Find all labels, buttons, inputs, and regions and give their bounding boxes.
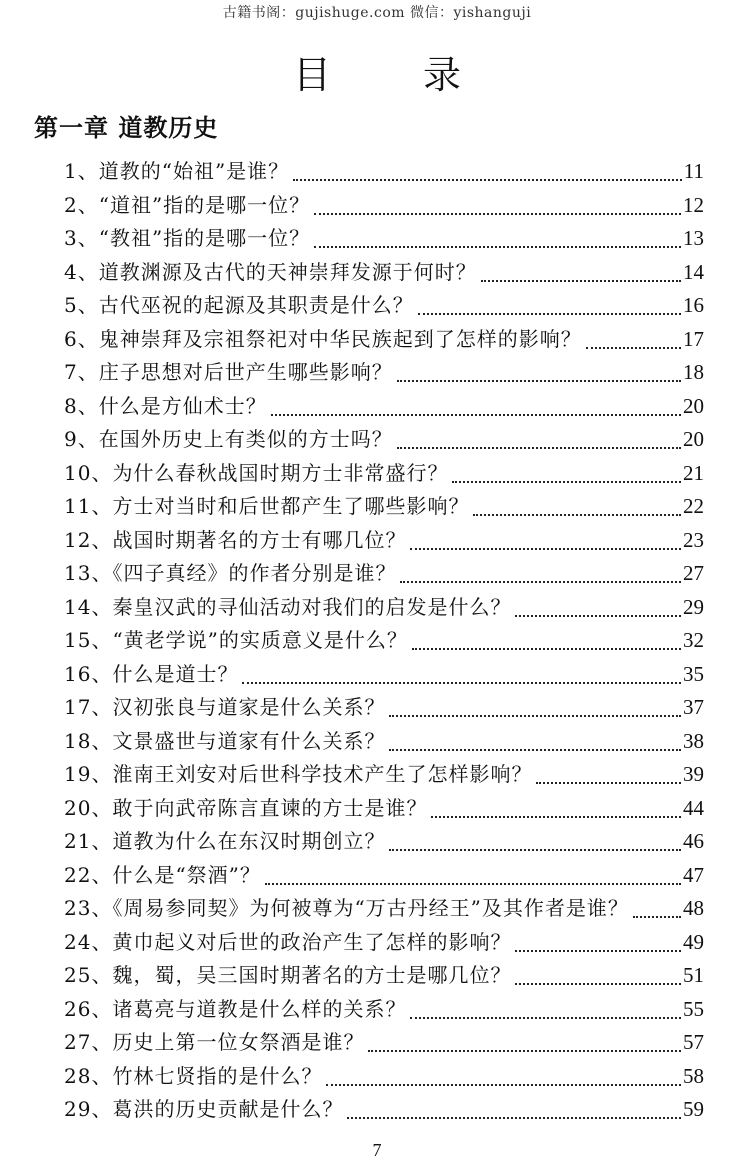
toc-entry[interactable] [64,859,704,893]
toc-entry-page: 16 [683,293,704,317]
toc-entry-page: 18 [683,360,704,384]
toc-entry-title: 24、黄巾起义对后世的政治产生了怎样的影响？ [64,929,512,954]
dot-leader [293,178,682,181]
toc-entry-title: 3、“教祖”指的是哪一位？ [64,226,311,250]
watermark-header: 古籍书阁：gujishuge.com 微信：yishanguji [222,5,532,21]
dot-leader [389,848,681,851]
toc-entry[interactable] [64,825,704,859]
toc-entry[interactable] [64,289,704,323]
toc-entry[interactable] [64,423,704,457]
dot-leader [326,1083,681,1086]
dot-leader [515,982,681,985]
toc-entry-title: 9、在国外历史上有类似的方士吗？ [64,427,393,451]
toc-entry[interactable] [64,390,704,424]
toc-entry-page: 35 [683,661,704,686]
toc-entry-title: 20、敢于向武帝陈言直谏的方士是谁？ [64,795,428,820]
toc-entry[interactable] [64,959,704,993]
toc-entry-title: 26、诸葛亮与道教是什么样的关系？ [64,996,407,1021]
dot-leader [473,513,681,516]
dot-leader [242,681,681,684]
toc-entry[interactable] [64,1093,704,1127]
toc-entry[interactable] [64,691,704,725]
dot-leader [314,212,681,215]
toc-entry-page: 21 [683,460,704,485]
toc-entry-title: 16、什么是道士？ [64,661,239,686]
toc-entry-page: 29 [683,594,704,619]
toc-entry[interactable] [64,524,704,558]
toc-entry-page: 11 [683,159,704,183]
toc-entry-page: 12 [683,192,704,217]
dot-leader [515,614,681,617]
toc-entry-title: 19、淮南王刘安对后世科学技术产生了怎样影响？ [64,762,533,786]
toc-entry-page: 27 [683,561,704,585]
toc-entry-title: 15、“黄老学说”的实质意义是什么？ [64,628,408,652]
toc-entry-title: 10、为什么春秋战国时期方士非常盛行？ [64,460,449,485]
toc-entry-page: 46 [683,829,704,853]
toc-entry-page: 38 [683,728,704,753]
toc-entry-title: 2、“道祖”指的是哪一位？ [64,192,311,217]
toc-entry-title: 23、《周易参同契》为何被尊为“万古丹经王”及其作者是谁？ [64,896,629,920]
dot-leader [410,547,681,550]
dot-leader [368,1049,681,1052]
toc-entry-page: 14 [683,259,704,284]
toc-entry-title: 17、汉初张良与道家是什么关系？ [64,695,386,719]
toc-entry-page: 17 [683,326,704,351]
toc-entry-page: 51 [683,963,704,987]
toc-entry[interactable] [64,758,704,792]
toc-entry-title: 8、什么是方仙术士？ [64,393,267,418]
toc-entry[interactable] [64,1060,704,1094]
toc-entry-title: 7、庄子思想对后世产生哪些影响？ [64,360,393,384]
toc-entry-title: 25、魏，蜀，吴三国时期著名的方士是哪几位？ [64,963,512,987]
dot-leader [633,915,681,918]
toc-entry-page: 20 [683,393,704,418]
toc-entry[interactable] [64,457,704,491]
toc-entry-title: 18、文景盛世与道家有什么关系？ [64,728,386,753]
toc-entry-title: 22、什么是“祭酒”？ [64,862,261,887]
chapter-heading: 第一章 道教历史 [34,114,219,142]
toc-entry[interactable] [64,591,704,625]
toc-entry-title: 6、鬼神崇拜及宗祖祭祀对中华民族起到了怎样的影响？ [64,326,582,351]
toc-entry[interactable] [64,993,704,1027]
toc-entry-page: 13 [683,226,704,250]
toc-entry[interactable] [64,323,704,357]
toc-entry-title: 29、葛洪的历史贡献是什么？ [64,1097,344,1121]
dot-leader [586,346,681,349]
toc-entry-title: 11、方士对当时和后世都产生了哪些影响？ [64,494,470,518]
toc-entry-page: 44 [683,795,704,820]
dot-leader [397,446,681,449]
dot-leader [515,949,681,952]
dot-leader [314,245,681,248]
toc-entry-title: 12、战国时期著名的方士有哪几位？ [64,527,407,552]
toc-entry-title: 5、古代巫祝的起源及其职责是什么？ [64,293,414,317]
dot-leader [347,1116,681,1119]
toc-list [64,155,704,1127]
toc-entry[interactable] [64,490,704,524]
dot-leader [397,379,681,382]
toc-entry-page: 47 [683,862,704,887]
toc-entry[interactable] [64,356,704,390]
dot-leader [412,647,681,650]
dot-leader [536,781,681,784]
dot-leader [410,1016,681,1019]
toc-entry-title: 1、道教的“始祖”是谁？ [64,159,290,183]
toc-entry-page: 48 [683,896,704,920]
toc-entry[interactable] [64,155,704,189]
toc-entry-page: 55 [683,996,704,1021]
dot-leader [389,748,681,751]
toc-entry[interactable] [64,658,704,692]
toc-entry-page: 39 [683,762,704,786]
toc-entry[interactable] [64,926,704,960]
toc-entry-page: 58 [683,1063,704,1088]
dot-leader [481,279,681,282]
toc-entry-page: 57 [683,1030,704,1054]
toc-entry-page: 49 [683,929,704,954]
toc-entry[interactable] [64,189,704,223]
toc-entry-title: 27、历史上第一位女祭酒是谁？ [64,1030,365,1054]
toc-entry[interactable] [64,256,704,290]
toc-entry[interactable] [64,792,704,826]
dot-leader [431,815,681,818]
dot-leader [418,312,681,315]
toc-entry-page: 23 [683,527,704,552]
dot-leader [265,882,681,885]
toc-entry[interactable] [64,624,704,658]
toc-entry-page: 20 [683,427,704,451]
toc-entry[interactable] [64,222,704,256]
toc-entry-page: 59 [683,1097,704,1121]
dot-leader [271,413,681,416]
toc-entry-title: 21、道教为什么在东汉时期创立？ [64,829,386,853]
dot-leader [452,480,681,483]
toc-entry-page: 22 [683,494,704,518]
toc-entry-title: 13、《四子真经》的作者分别是谁？ [64,561,397,585]
dot-leader [389,714,681,717]
toc-entry-title: 28、竹林七贤指的是什么？ [64,1063,323,1088]
toc-entry-title: 14、秦皇汉武的寻仙活动对我们的启发是什么？ [64,594,512,619]
page-number: 7 [372,1140,382,1160]
toc-entry-page: 37 [683,695,704,719]
toc-entry[interactable] [64,1026,704,1060]
toc-entry-page: 32 [683,628,704,652]
toc-entry[interactable] [64,557,704,591]
dot-leader [400,580,681,583]
page-title: 目 录 [292,53,502,97]
toc-entry-title: 4、道教渊源及古代的天神崇拜发源于何时？ [64,259,477,284]
toc-entry[interactable] [64,725,704,759]
toc-entry[interactable] [64,892,704,926]
